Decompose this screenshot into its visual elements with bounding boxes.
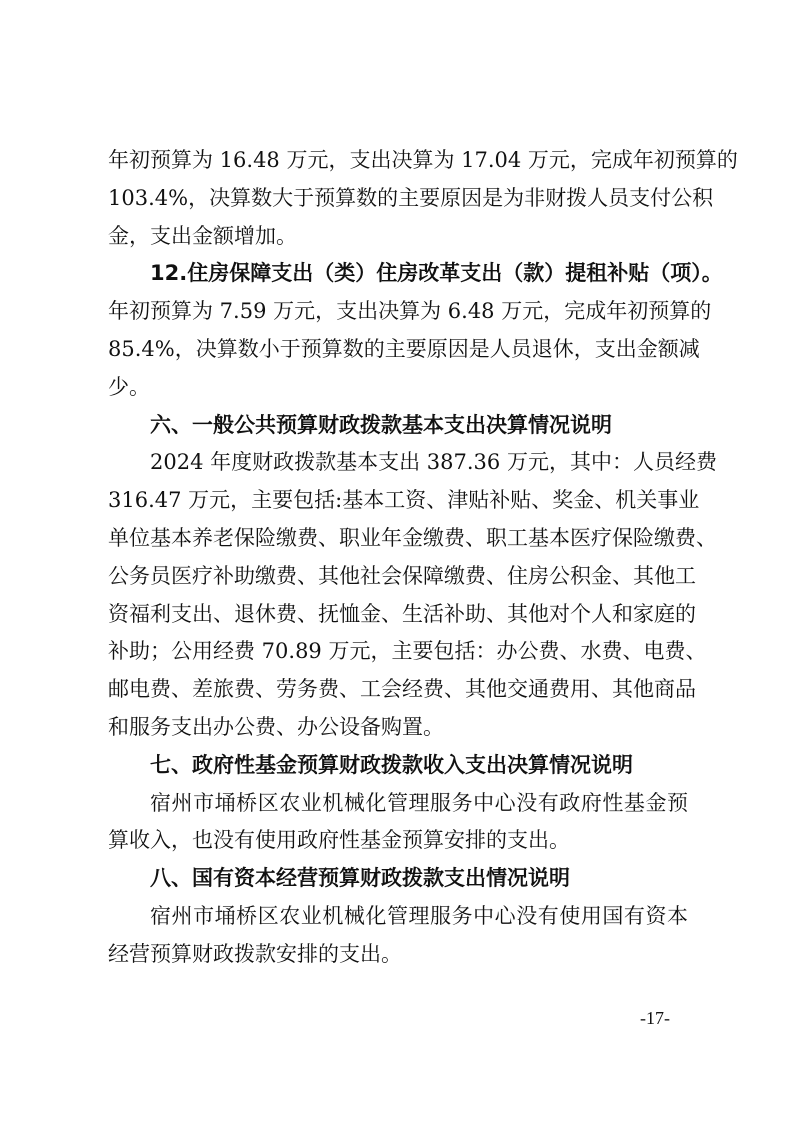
text-line: 经营预算财政拨款安排的支出。: [108, 941, 402, 966]
text-line: 算收入，也没有使用政府性基金预算安排的支出。: [108, 828, 570, 853]
text-line: 宿州市埇桥区农业机械化管理服务中心没有政府性基金预: [150, 790, 688, 815]
text-line: 2024 年度财政拨款基本支出 387.36 万元，其中：人员经费: [150, 450, 717, 475]
page-number: -17-: [640, 1008, 670, 1028]
text-line: 宿州市埇桥区农业机械化管理服务中心没有使用国有资本: [150, 903, 688, 928]
text-line: 和服务支出办公费、办公设备购置。: [108, 714, 444, 739]
text-line: 316.47 万元，主要包括:基本工资、津贴补贴、奖金、机关事业: [108, 488, 700, 513]
section-heading-8: 八、国有资本经营预算财政拨款支出情况说明: [150, 866, 570, 891]
section-heading-7: 七、政府性基金预算财政拨款收入支出决算情况说明: [150, 752, 633, 777]
text-line: 85.4%，决算数小于预算数的主要原因是人员退休，支出金额减: [108, 336, 700, 361]
text-line: 金，支出金额增加。: [108, 223, 297, 248]
text-line: 资福利支出、退休费、抚恤金、生活补助、其他对个人和家庭的: [108, 601, 696, 626]
item-heading-12: 12.住房保障支出（类）住房改革支出（款）提租补贴（项）。: [150, 261, 723, 286]
text-line: 少。: [108, 374, 150, 399]
text-line: 年初预算为 7.59 万元，支出决算为 6.48 万元，完成年初预算的: [108, 299, 712, 324]
text-line: 103.4%，决算数大于预算数的主要原因是为非财拨人员支付公积: [108, 185, 714, 210]
text-line: 单位基本养老保险缴费、职业年金缴费、职工基本医疗保险缴费、: [108, 525, 717, 550]
section-heading-6: 六、一般公共预算财政拨款基本支出决算情况说明: [150, 412, 612, 437]
text-line: 补助；公用经费 70.89 万元，主要包括：办公费、水费、电费、: [108, 639, 707, 664]
text-line: 邮电费、差旅费、劳务费、工会经费、其他交通费用、其他商品: [108, 677, 696, 702]
text-line: 公务员医疗补助缴费、其他社会保障缴费、住房公积金、其他工: [108, 563, 696, 588]
document-body: [108, 142, 738, 974]
text-line: 年初预算为 16.48 万元，支出决算为 17.04 万元，完成年初预算的: [108, 148, 738, 172]
